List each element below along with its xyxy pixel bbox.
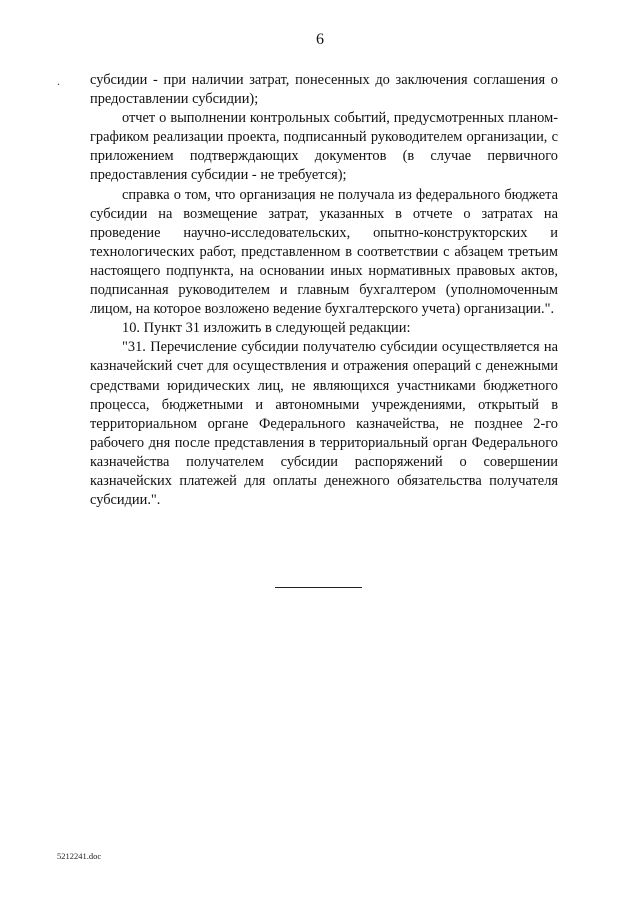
document-body (90, 71, 558, 510)
end-separator-line (275, 587, 362, 588)
paragraph-subsidy-expenses: субсидии - при наличии затрат, понесенных до заключения соглашения о предоставлении субсидии); (90, 72, 558, 108)
paragraph-reference-note: справка о том, что организация не получала из федерального бюджета субсидии на возмещение затрат, указанных в отчете о затратах на проведение научно-исследовательских, опытно-конструкторских и технологических работ, представленном в соответствии с абзацем третьим настоящего подпункта, на основании иных нормативных правовых актов, подписанная руководителем и главным бухгалтером (уполномоченным лицом, на которое возложено ведение бухгалтерского учета) организации.". (90, 186, 558, 318)
margin-mark: . (57, 74, 60, 88)
paragraph-control-events-report: отчет о выполнении контрольных событий, предусмотренных планом-графиком реализации проекта, подписанный руководителем организации, с приложением подтверждающих документов (в случае первичного предоставления субсидии - не требуется); (90, 110, 558, 184)
paragraph-item-31: "31. Перечисление субсидии получателю субсидии осуществляется на казначейский счет для осуществления и отражения операций с денежными средствами юридических лиц, не являющихся участниками бюджетного процесса, бюджетными и автономными учреждениями, открытый в территориальном органе Федерального казначейства, не позднее 2-го рабочего дня после представления в территориальный орган Федерального казначейства получателем субсидии распоряжений о совершении казначейских платежей для оплаты денежного обязательства получателя субсидии.". (90, 339, 558, 509)
page-number: 6 (316, 31, 324, 48)
document-file-id: 5212241.doc (57, 851, 102, 861)
paragraph-item-10: 10. Пункт 31 изложить в следующей редакции: (122, 320, 411, 337)
